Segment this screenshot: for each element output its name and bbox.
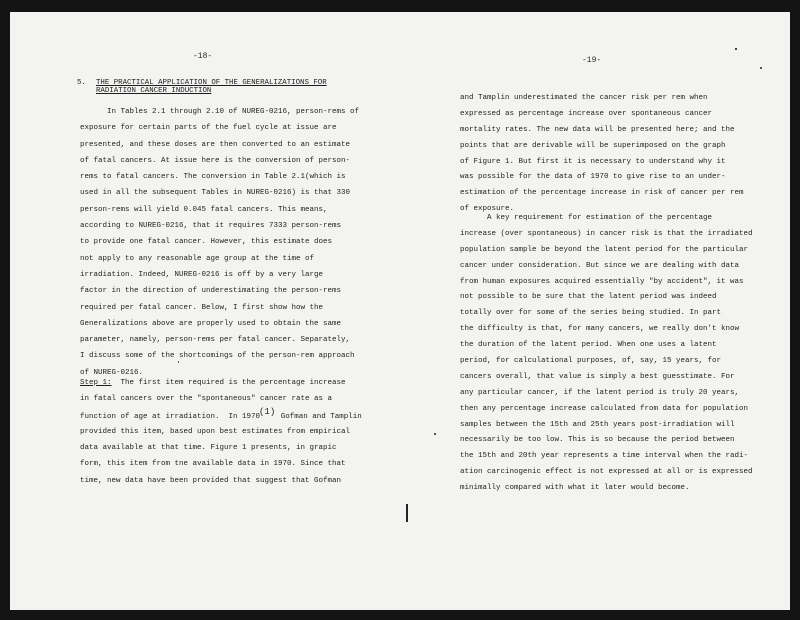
- text-line: then any percentage increase calculated from data for population: [460, 404, 749, 413]
- text-line: mortality rates. The new data will be presented here; and the: [460, 125, 735, 134]
- text-line: period, for calculational purposes, of, say, 15 years, for: [460, 357, 722, 366]
- center-fold-mark: [406, 504, 408, 522]
- text-line: data available at that time. Figure 1 presents, in grapic: [80, 444, 337, 453]
- left-paragraph-2: [80, 375, 362, 489]
- text-line: of fatal cancers. At issue here is the conversion of person-: [80, 156, 351, 165]
- text-line: [80, 375, 362, 391]
- section-heading: [77, 79, 397, 96]
- step-label: Step 1:: [80, 379, 112, 387]
- text-line: not apply to any reasonable age group at the time of: [80, 254, 315, 263]
- text-line: of Figure 1. But first it is necessary to understand why it: [460, 157, 726, 166]
- text-line: provided this item, based upon best estimates from empirical: [80, 427, 351, 436]
- scan-speck: [760, 67, 762, 69]
- right-page-number: -19-: [582, 56, 602, 65]
- scan-speck: [178, 361, 179, 363]
- scan-speck: [735, 48, 737, 50]
- text-line: [80, 408, 362, 424]
- text-line: expressed as percentage increase over spontaneous cancer: [460, 109, 713, 118]
- text-line: the duration of the latent period. When one uses a latent: [460, 341, 717, 350]
- text-line: required per fatal cancer. Below, I first show how the: [80, 303, 324, 312]
- text-line: cancers overall, that value is simply a best guesstimate. For: [460, 372, 735, 381]
- text-segment: Gofman and Tamplin: [276, 412, 362, 421]
- text-line: In Tables 2.1 through 2.10 of NUREG-0216, person-rems of: [80, 108, 360, 116]
- text-line: and Tamplin underestimated the cancer risk per rem when: [460, 94, 708, 102]
- text-line: ation carcinogenic effect is not expressed at all or is expressed: [460, 468, 753, 477]
- left-page-number: -18-: [193, 52, 213, 61]
- step-line-text: The first item required is the percentage increase: [111, 379, 346, 387]
- text-line: parameter, namely, person-rems per fatal cancer. Separately,: [80, 336, 351, 345]
- heading-line-2: RADIATION CANCER INDUCTION: [96, 87, 212, 96]
- text-line: minimally compared with what it later would become.: [460, 484, 690, 493]
- text-line: used in all the subsequent Tables in NUREG-0216) is that 330: [80, 189, 351, 198]
- text-line: presented, and these doses are then converted to an estimate: [80, 140, 351, 149]
- text-line: irradiation. Indeed, NUREG-0216 is off by a very large: [80, 270, 324, 279]
- scan-speck: [434, 433, 436, 435]
- text-line: form, this item from tne available data in 1970. Since that: [80, 460, 346, 469]
- text-line: person-rems will yield 0.045 fatal cancers. This means,: [80, 205, 328, 214]
- text-line: necessarily be too low. This is so because the period between: [460, 436, 735, 445]
- text-line: totally over for some of the series being studied. In part: [460, 309, 722, 318]
- text-line: not possible to be sure that the latent period was indeed: [460, 293, 717, 302]
- text-line: A key requirement for estimation of the percentage: [460, 214, 713, 222]
- text-line: exposure for certain parts of the fuel cycle at issue are: [80, 124, 337, 133]
- text-line: according to NUREG-0216, that it requires 7333 person-rems: [80, 222, 342, 231]
- section-number: 5.: [77, 79, 86, 87]
- text-line: factor in the direction of underestimating the person-rems: [80, 287, 342, 296]
- text-line: Generalizations above are properly used to obtain the same: [80, 319, 342, 328]
- text-line: in fatal cancers over the "spontaneous" cancer rate as a: [80, 395, 333, 404]
- text-line: I discuss some of the shortcomings of the person-rem approach: [80, 352, 355, 361]
- text-line: time, new data have been provided that suggest that Gofman: [80, 476, 342, 485]
- text-line: from human exposures acquired essentially "by accident", it was: [460, 277, 744, 286]
- text-line: of NUREG-0216.: [80, 368, 144, 377]
- text-line: of exposure.: [460, 205, 515, 214]
- text-line: to provide one fatal cancer. However, this estimate does: [80, 238, 333, 247]
- text-line: increase (over spontaneous) in cancer risk is that the irradiated: [460, 229, 753, 238]
- text-line: estimation of the percentage increase in risk of cancer per rem: [460, 189, 744, 198]
- text-line: the difficulty is that, for many cancers, we really don't know: [460, 325, 740, 334]
- text-line: cancer under consideration. But since we are dealing with data: [460, 261, 740, 270]
- footnote-mark: (1): [259, 406, 276, 417]
- text-line: rems to fatal cancers. The conversion in Table 2.1(which is: [80, 173, 346, 182]
- text-line: population sample be beyond the latent period for the particular: [460, 245, 749, 254]
- text-segment: function of age at irradiation. In 1970: [80, 412, 261, 421]
- heading-line-1: THE PRACTICAL APPLICATION OF THE GENERALIZATIONS FOR: [96, 79, 327, 87]
- text-line: samples between the 15th and 25th years post-irradiation will: [460, 420, 735, 429]
- text-line: the 15th and 20th year represents a time interval when the radi-: [460, 452, 749, 461]
- left-paragraph-1: [80, 104, 359, 381]
- text-line: any particular cancer, if the latent period is truly 20 years,: [460, 388, 740, 397]
- text-line: points that are derivable will be superimposed on the graph: [460, 141, 726, 150]
- right-paragraph-1: [460, 91, 744, 218]
- right-paragraph-2: [460, 211, 753, 497]
- text-line: was possible for the data of 1970 to give rise to an under-: [460, 173, 726, 182]
